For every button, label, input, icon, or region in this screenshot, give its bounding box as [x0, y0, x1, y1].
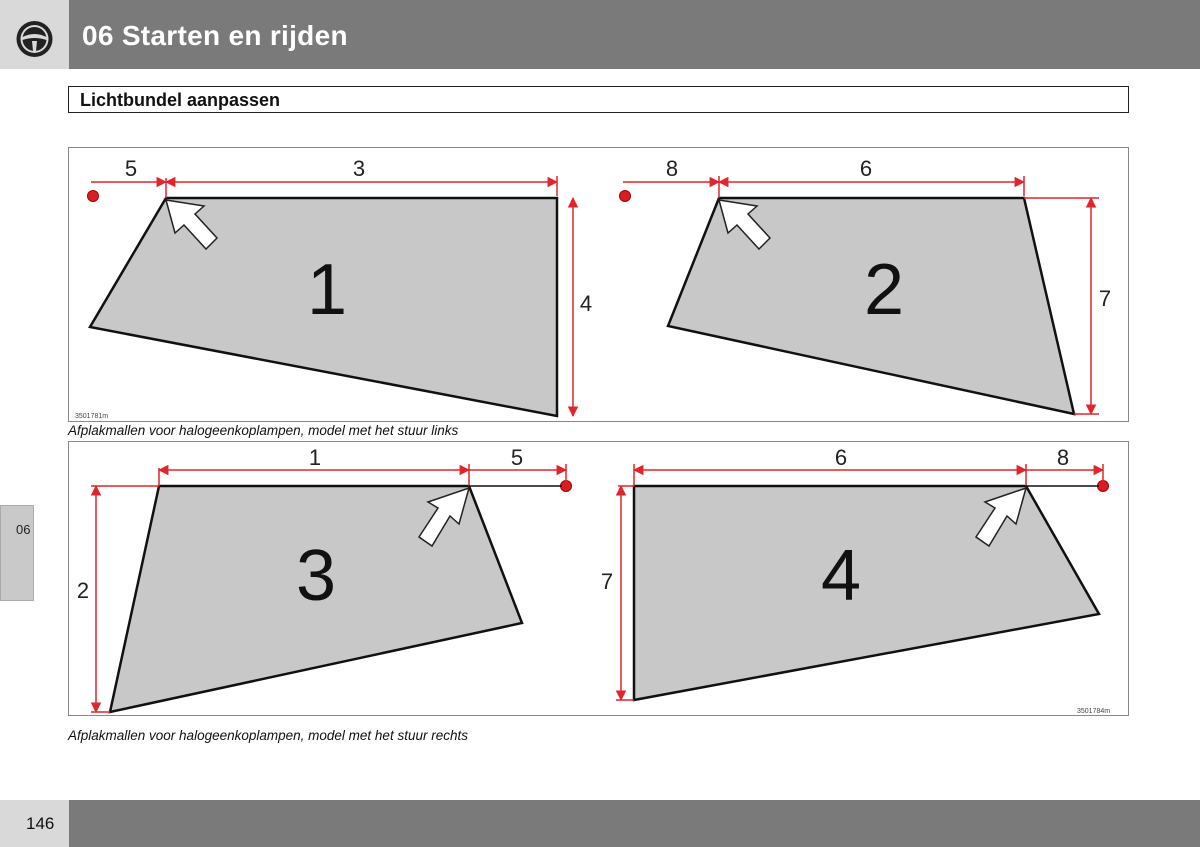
dimension-label: 6 — [859, 156, 873, 181]
dimension-label: 8 — [1056, 445, 1070, 470]
figure-caption: Afplakmallen voor halogeenkoplampen, model met het stuur links — [68, 423, 459, 438]
dimension-label: 8 — [665, 156, 679, 181]
dimension-label: 3 — [352, 156, 366, 181]
chapter-title: 06 Starten en rijden — [82, 20, 348, 51]
section-title-box — [68, 86, 1129, 113]
template-shape-4 — [634, 486, 1099, 700]
figure-left-hand-drive — [68, 147, 1129, 422]
footer-page-box — [0, 800, 69, 847]
chapter-tab-label: 06 — [16, 522, 31, 537]
steering-wheel-icon — [0, 0, 69, 69]
reference-marker — [620, 191, 631, 202]
figure-caption: Afplakmallen voor halogeenkoplampen, model met het stuur rechts — [68, 728, 468, 743]
section-title: Lichtbundel aanpassen — [80, 90, 281, 110]
shape-number: 1 — [306, 250, 348, 330]
dimension-label: 7 — [1098, 286, 1112, 311]
reference-marker — [561, 481, 572, 492]
dimension-label: 4 — [579, 291, 593, 316]
figure-ref-code: 3501784m — [1077, 708, 1111, 715]
shape-number: 3 — [295, 536, 337, 616]
footer-bar — [69, 800, 1200, 847]
dimension-label: 5 — [124, 156, 138, 181]
shape-number: 2 — [863, 250, 905, 330]
reference-marker — [1098, 481, 1109, 492]
dimension-label: 1 — [308, 445, 322, 470]
dimension-label: 2 — [76, 578, 90, 603]
figure-ref-code: 3501781m — [75, 413, 109, 420]
dimension-label: 5 — [510, 445, 524, 470]
dimension-label: 7 — [600, 569, 614, 594]
shape-number: 4 — [820, 536, 862, 616]
figure-right-hand-drive — [68, 441, 1129, 716]
reference-marker — [88, 191, 99, 202]
header-icon-box — [0, 0, 69, 69]
page-number: 146 — [26, 814, 55, 833]
dimension-label: 6 — [834, 445, 848, 470]
chapter-side-tab[interactable] — [0, 505, 34, 601]
